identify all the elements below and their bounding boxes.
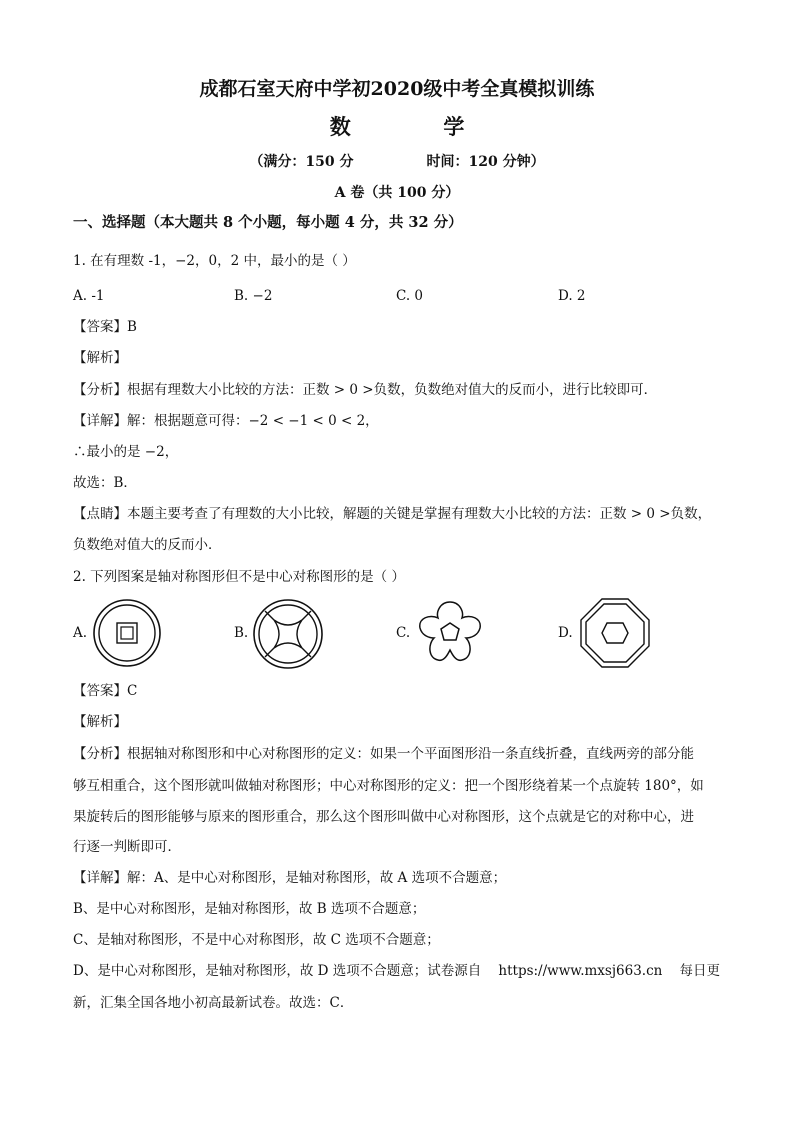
q2-d-line: D、是中心对称图形，是轴对称图形，故 D 选项不合题意；试卷源自 https://www.mxsj663.cn 每日更 <box>73 963 721 979</box>
q1-analysis-label: 【解析】 <box>73 350 127 366</box>
q1-fenxi: 【分析】根据有理数大小比较的方法：正数 > 0 >负数，负数绝对值大的反而小，进行比较即可． <box>73 382 658 398</box>
q1-dianjing-2: 负数绝对值大的反而小． <box>73 537 222 553</box>
score-time: （满分：150 分 时间：120 分钟） <box>249 154 545 170</box>
flower-pentagon-figure <box>414 596 486 668</box>
q1-option-b: B. −2 <box>234 288 273 304</box>
exam-title: 成都石室天府中学初2020级中考全真模拟训练 <box>199 78 595 100</box>
q2-xiangjie: 【详解】解：A、是中心对称图形，是轴对称图形，故 A 选项不合题意； <box>73 870 507 886</box>
q1-option-a: A. -1 <box>73 288 105 304</box>
q1-option-c: C. 0 <box>396 288 424 304</box>
q1-dianjing-1: 【点睛】本题主要考查了有理数的大小比较，解题的关键是掌握有理数大小比较的方法：正数 > 0 >负数， <box>73 506 712 522</box>
q1-answer: 【答案】B <box>73 319 137 335</box>
octagon-hexagon-figure <box>578 596 652 670</box>
q2-fenxi-3: 果旋转后的图形能够与原来的图形重合，那么这个图形叫做中心对称图形，这个点就是它的对称中心，进 <box>73 809 694 825</box>
q2-analysis-label: 【解析】 <box>73 714 127 730</box>
subject-char-1: 数 <box>329 114 351 139</box>
q1-therefore: ∴最小的是 −2， <box>73 444 179 460</box>
volume-label: A 卷（共 100 分） <box>334 185 460 201</box>
q1-xiangjie: 【详解】解：根据题意可得：−2 < −1 < 0 < 2， <box>73 413 379 429</box>
subject-char-2: 学 <box>443 114 465 139</box>
section-heading: 一、选择题（本大题共 8 个小题，每小题 4 分，共 32 分） <box>73 214 463 231</box>
question-1-stem: 1. 在有理数 -1，−2，0，2 中，最小的是（ ） <box>73 253 356 269</box>
q1-option-d: D. 2 <box>558 288 586 304</box>
q2-option-a: A. <box>73 625 88 641</box>
q2-option-d: D. <box>558 625 573 641</box>
q2-option-c: C. <box>396 625 411 641</box>
q2-fenxi-1: 【分析】根据轴对称图形和中心对称图形的定义：如果一个平面图形沿一条直线折叠，直线两旁的部分能 <box>73 746 694 762</box>
q2-fenxi-4: 行逐一判断即可． <box>73 839 181 855</box>
coin-curved-star-figure <box>252 598 324 670</box>
q2-answer: 【答案】C <box>73 683 138 699</box>
coin-square-hole-figure <box>92 598 162 668</box>
q2-c-line: C、是轴对称图形，不是中心对称图形，故 C 选项不合题意； <box>73 932 440 948</box>
question-2-stem: 2. 下列图案是轴对称图形但不是中心对称图形的是（ ） <box>73 569 405 585</box>
q2-fenxi-2: 够互相重合，这个图形就叫做轴对称图形；中心对称图形的定义：把一个图形绕着某一个点旋转 180°，如 <box>73 778 704 794</box>
q2-b-line: B、是中心对称图形，是轴对称图形，故 B 选项不合题意； <box>73 901 426 917</box>
q2-last-line: 新，汇集全国各地小初高最新试卷。故选：C． <box>73 995 354 1011</box>
q1-choose: 故选：B． <box>73 475 137 491</box>
q2-option-b: B. <box>234 625 249 641</box>
subject-heading <box>0 111 794 141</box>
